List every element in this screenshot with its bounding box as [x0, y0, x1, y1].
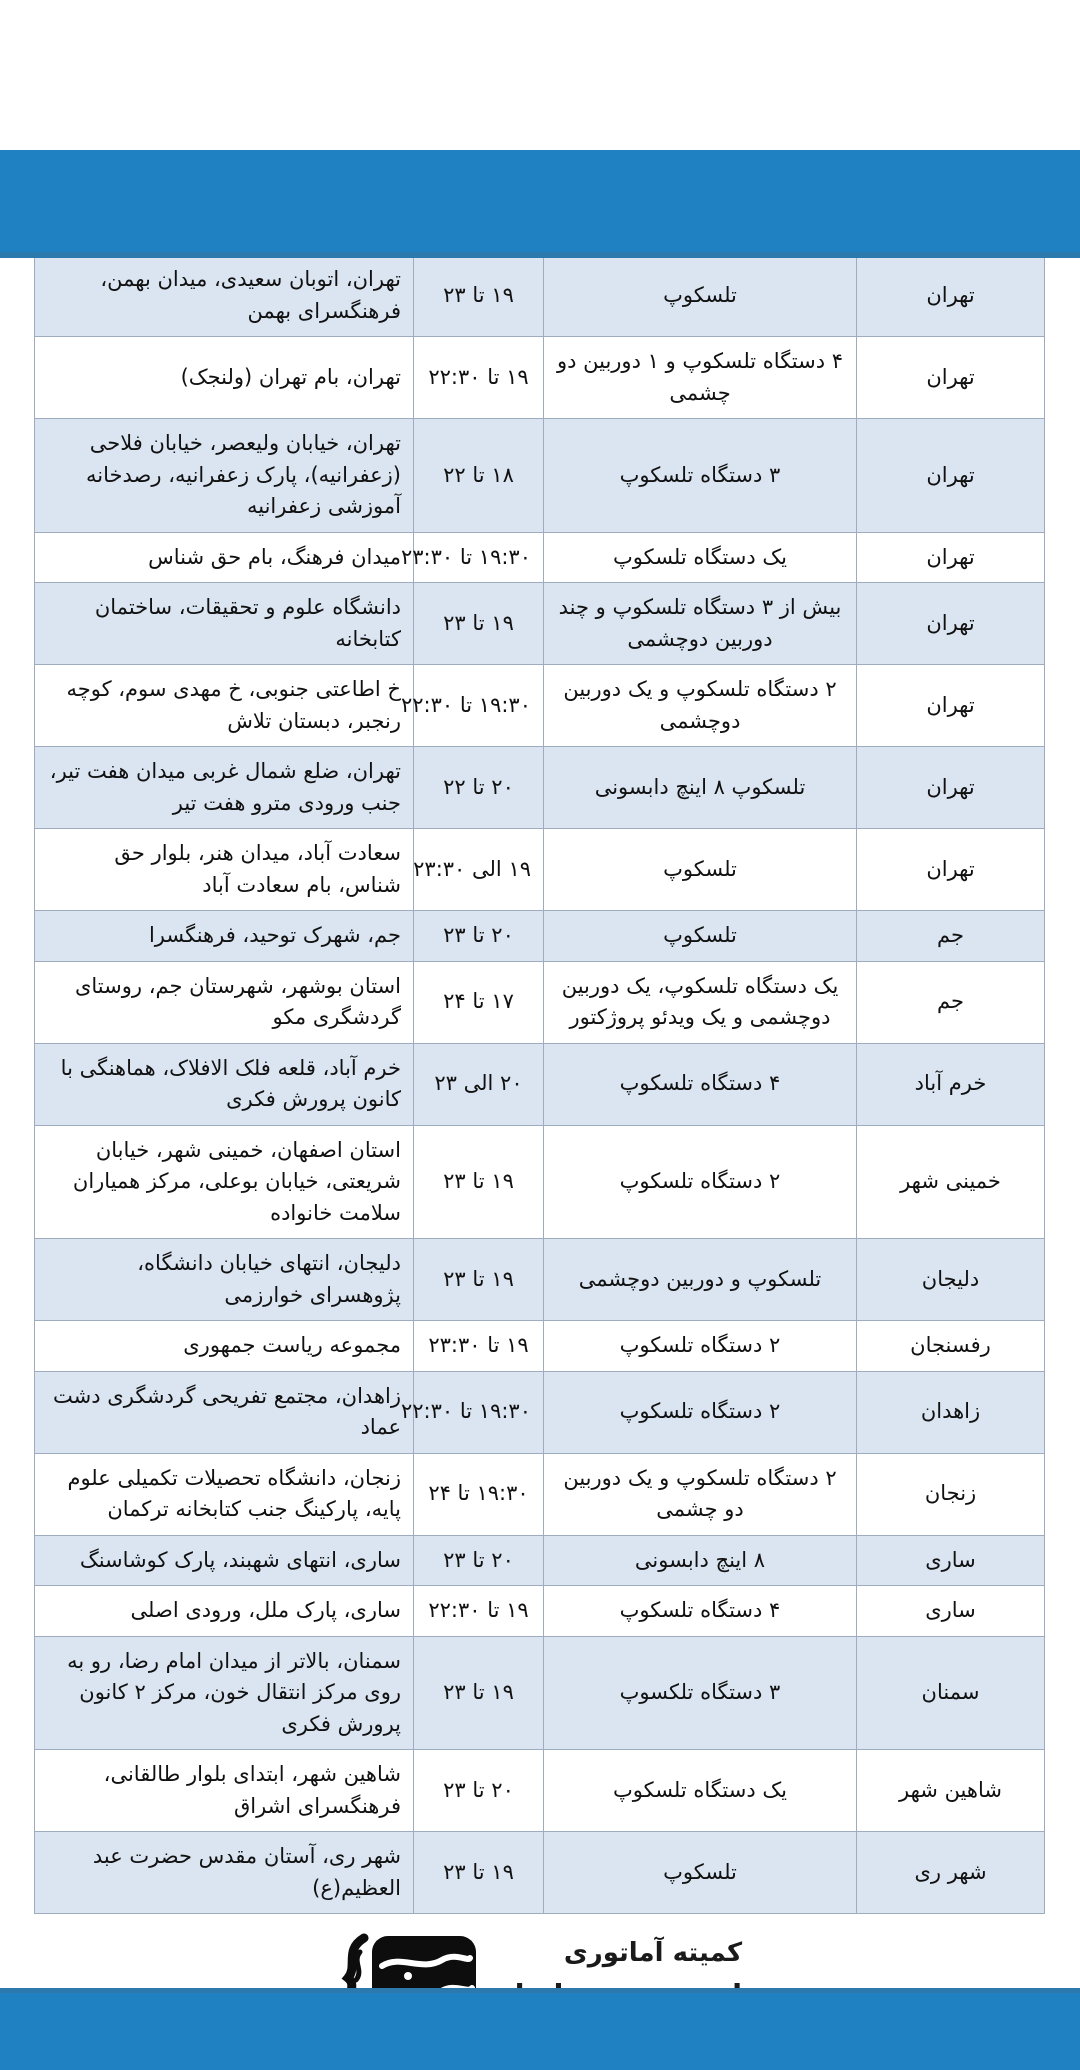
table-row [35, 583, 1045, 665]
city-cell: زاهدان [857, 1371, 1045, 1453]
city-cell: زنجان [857, 1453, 1045, 1535]
equipment-cell: ۴ دستگاه تلسکوپ [544, 1043, 857, 1125]
time-cell: ۱۹ تا ۲۳ [414, 1832, 544, 1914]
city-cell: تهران [857, 747, 1045, 829]
location-cell: تهران، اتوبان سعیدی، میدان بهمن، فرهنگسرای بهمن [35, 255, 414, 337]
location-cell: خ اطاعتی جنوبی، خ مهدی سوم، کوچه رنجبر، دبستان تلاش [35, 665, 414, 747]
equipment-cell: ۴ دستگاه تلسکوپ و ۱ دوربین دو چشمی [544, 337, 857, 419]
footer-committee-label: کمیته آماتوری [563, 1938, 743, 1968]
time-cell: ۱۹:۳۰ تا ۲۲:۳۰ [414, 665, 544, 747]
city-cell: تهران [857, 665, 1045, 747]
equipment-cell: ۲ دستگاه تلسکوپ و یک دوربین دو چشمی [544, 1453, 857, 1535]
equipment-cell: یک دستگاه تلسکوپ [544, 532, 857, 583]
events-table-body [35, 255, 1045, 1914]
location-cell: تهران، خیابان ولیعصر، خیابان فلاحی (زعفرانیه)، پارک زعفرانیه، رصدخانه آموزشی زعفرانیه [35, 419, 414, 533]
location-cell: سمنان، بالاتر از میدان امام رضا، رو به روی مرکز انتقال خون، مرکز ۲ کانون پرورش فکری [35, 1636, 414, 1750]
time-cell: ۱۹ تا ۲۳:۳۰ [414, 1321, 544, 1372]
equipment-cell: بیش از ۳ دستگاه تلسکوپ و چند دوربین دوچشمی [544, 583, 857, 665]
equipment-cell: تلسکوپ [544, 829, 857, 911]
time-cell: ۱۹ تا ۲۳ [414, 255, 544, 337]
table-row [35, 1239, 1045, 1321]
location-cell: استان اصفهان، خمینی شهر، خیابان شریعتی، خیابان بوعلی، مرکز همیاران سلامت خانواده [35, 1125, 414, 1239]
equipment-cell: تلسکوپ [544, 255, 857, 337]
time-cell: ۱۹ تا ۲۳ [414, 1239, 544, 1321]
table-row [35, 337, 1045, 419]
time-cell: ۱۹ الی ۲۳:۳۰ [414, 829, 544, 911]
city-cell: خمینی شهر [857, 1125, 1045, 1239]
table-row [35, 255, 1045, 337]
equipment-cell: ۲ دستگاه تلسکوپ [544, 1125, 857, 1239]
top-blue-bar [0, 150, 1080, 258]
time-cell: ۱۹ تا ۲۲:۳۰ [414, 337, 544, 419]
city-cell: خرم آباد [857, 1043, 1045, 1125]
equipment-cell: ۳ دستگاه تلسکوپ [544, 419, 857, 533]
city-cell: رفسنجان [857, 1321, 1045, 1372]
city-cell: شهر ری [857, 1832, 1045, 1914]
table-row [35, 1750, 1045, 1832]
city-cell: تهران [857, 583, 1045, 665]
location-cell: میدان فرهنگ، بام حق شناس [35, 532, 414, 583]
table-row [35, 1636, 1045, 1750]
equipment-cell: ۸ اینچ دابسونی [544, 1535, 857, 1586]
table-row [35, 911, 1045, 962]
time-cell: ۲۰ تا ۲۳ [414, 1535, 544, 1586]
location-cell: استان بوشهر، شهرستان جم، روستای گردشگری مکو [35, 961, 414, 1043]
table-row [35, 961, 1045, 1043]
location-cell: زنجان، دانشگاه تحصیلات تکمیلی علوم پایه، پارکینگ جنب کتابخانه ترکمان [35, 1453, 414, 1535]
table-row [35, 1586, 1045, 1637]
poster-page [0, 150, 1080, 2070]
table-row [35, 1321, 1045, 1372]
location-cell: شهر ری، آستان مقدس حضرت عبد العظیم(ع) [35, 1832, 414, 1914]
location-cell: ساری، انتهای شهبند، پارک کوشاسنگ [35, 1535, 414, 1586]
time-cell: ۲۰ تا ۲۲ [414, 747, 544, 829]
city-cell: تهران [857, 337, 1045, 419]
time-cell: ۱۹ تا ۲۲:۳۰ [414, 1586, 544, 1637]
equipment-cell: یک دستگاه تلسکوپ [544, 1750, 857, 1832]
city-cell: تهران [857, 829, 1045, 911]
time-cell: ۲۰ تا ۲۳ [414, 1750, 544, 1832]
location-cell: ساری، پارک ملل، ورودی اصلی [35, 1586, 414, 1637]
table-row [35, 829, 1045, 911]
time-cell: ۲۰ الی ۲۳ [414, 1043, 544, 1125]
location-cell: دلیجان، انتهای خیابان دانشگاه، پژوهسرای خوارزمی [35, 1239, 414, 1321]
table-row [35, 1125, 1045, 1239]
city-cell: جم [857, 961, 1045, 1043]
equipment-cell: تلسکوپ ۸ اینچ دابسونی [544, 747, 857, 829]
city-cell: ساری [857, 1535, 1045, 1586]
equipment-cell: تلسکوپ [544, 911, 857, 962]
equipment-cell: ۲ دستگاه تلسکوپ [544, 1371, 857, 1453]
time-cell: ۲۰ تا ۲۳ [414, 911, 544, 962]
equipment-cell: ۲ دستگاه تلسکوپ [544, 1321, 857, 1372]
equipment-cell: ۲ دستگاه تلسکوپ و یک دوربین دوچشمی [544, 665, 857, 747]
table-row [35, 419, 1045, 533]
events-table [34, 254, 1045, 1914]
city-cell: تهران [857, 532, 1045, 583]
time-cell: ۱۷ تا ۲۴ [414, 961, 544, 1043]
location-cell: دانشگاه علوم و تحقیقات، ساختمان کتابخانه [35, 583, 414, 665]
location-cell: جم، شهرک توحید، فرهنگسرا [35, 911, 414, 962]
location-cell: تهران، بام تهران (ولنجک) [35, 337, 414, 419]
city-cell: جم [857, 911, 1045, 962]
location-cell: زاهدان، مجتمع تفریحی گردشگری دشت عماد [35, 1371, 414, 1453]
equipment-cell: ۴ دستگاه تلسکوپ [544, 1586, 857, 1637]
city-cell: شاهین شهر [857, 1750, 1045, 1832]
location-cell: سعادت آباد، میدان هنر، بلوار حق شناس، بام سعادت آباد [35, 829, 414, 911]
equipment-cell: ۳ دستگاه تلکسوپ [544, 1636, 857, 1750]
equipment-cell: یک دستگاه تلسکوپ، یک دوربین دوچشمی و یک ویدئو پروژکتور [544, 961, 857, 1043]
city-cell: سمنان [857, 1636, 1045, 1750]
bottom-blue-bar [0, 1988, 1080, 2070]
time-cell: ۱۹ تا ۲۳ [414, 1636, 544, 1750]
table-row [35, 665, 1045, 747]
time-cell: ۱۹:۳۰ تا ۲۴ [414, 1453, 544, 1535]
city-cell: دلیجان [857, 1239, 1045, 1321]
table-row [35, 747, 1045, 829]
table-row [35, 1535, 1045, 1586]
equipment-cell: تلسکوپ [544, 1832, 857, 1914]
table-row [35, 1371, 1045, 1453]
city-cell: ساری [857, 1586, 1045, 1637]
table-row [35, 1043, 1045, 1125]
table-row [35, 1453, 1045, 1535]
equipment-cell: تلسکوپ و دوربین دوچشمی [544, 1239, 857, 1321]
location-cell: تهران، ضلع شمال غربی میدان هفت تیر، جنب ورودی مترو هفت تیر [35, 747, 414, 829]
time-cell: ۱۹ تا ۲۳ [414, 583, 544, 665]
time-cell: ۱۹:۳۰ تا ۲۲:۳۰ [414, 1371, 544, 1453]
location-cell: خرم آباد، قلعه فلک الافلاک، هماهنگی با کانون پرورش فکری [35, 1043, 414, 1125]
time-cell: ۱۹ تا ۲۳ [414, 1125, 544, 1239]
time-cell: ۱۸ تا ۲۲ [414, 419, 544, 533]
table-row [35, 532, 1045, 583]
location-cell: شاهین شهر، ابتدای بلوار طالقانی، فرهنگسرای اشراق [35, 1750, 414, 1832]
location-cell: مجموعه ریاست جمهوری [35, 1321, 414, 1372]
city-cell: تهران [857, 419, 1045, 533]
time-cell: ۱۹:۳۰ تا ۲۳:۳۰ [414, 532, 544, 583]
city-cell: تهران [857, 255, 1045, 337]
table-row [35, 1832, 1045, 1914]
